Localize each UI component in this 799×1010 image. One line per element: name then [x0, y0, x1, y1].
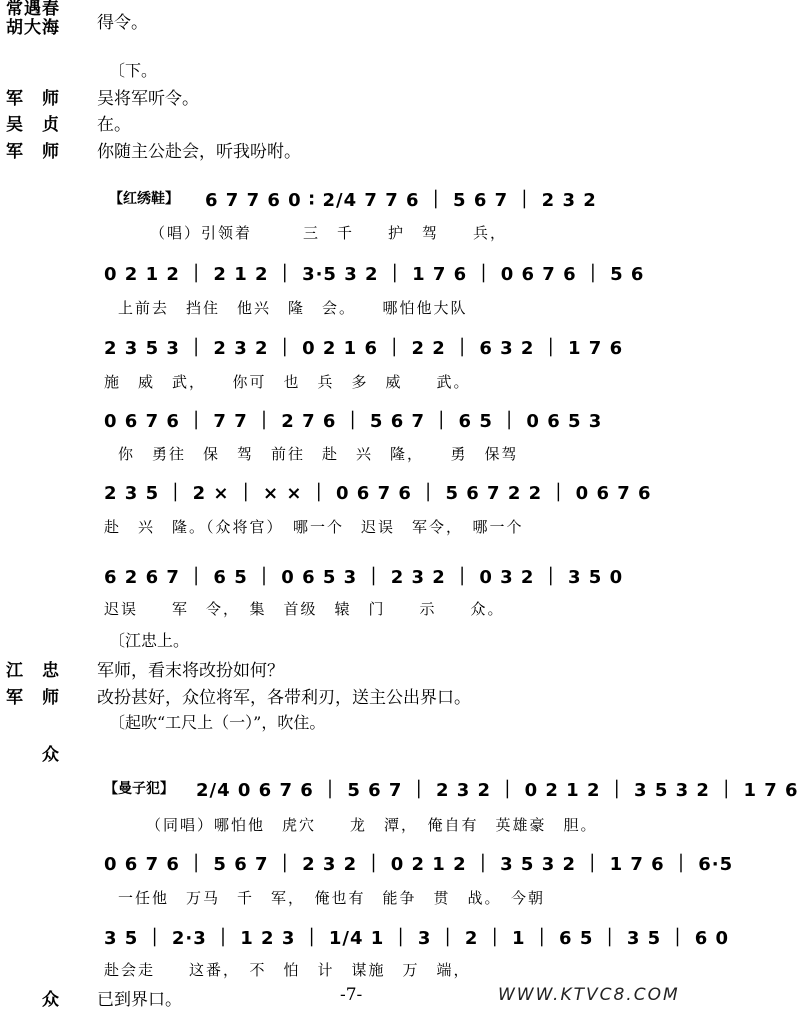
notation-row: 6 7 7 6 0 ∶ 2/4 7 7 6 ｜ 5 6 7 ｜ 2 3 2 [205, 190, 597, 211]
chorus-role: 众 [42, 745, 60, 765]
notation-row: 3 5 ｜ 2·3 ｜ 1 2 3 ｜ 1/4 1 ｜ 3 ｜ 2 ｜ 1 ｜ 6 5 ｜ 3 5 ｜ 6 0 [104, 928, 730, 949]
stage-direction-music: 〔起吹“工尺上（一）”，吹住。 [109, 713, 326, 732]
notation-row: 2 3 5 ｜ 2 × ｜ × × ｜ 0 6 7 6 ｜ 5 6 7 2 2 ｜ 0 6 7 6 [104, 483, 652, 504]
lyric-row: 赴会走 这番， 不 怕 计 谋施 万 端， [104, 961, 471, 979]
notation-row: 2 3 5 3 ｜ 2 3 2 ｜ 0 2 1 6 ｜ 2 2 ｜ 6 3 2 ｜ 1 7 6 [104, 338, 624, 359]
lyric-row: 赴 兴 隆。（众将官） 哪一个 迟误 军令， 哪一个 [104, 518, 524, 536]
dialogue-line: 改扮甚好，众位将军，各带利刃，送主公出界口。 [97, 688, 471, 708]
dialogue-line: 得令。 [97, 13, 148, 33]
notation-row: 6 2 6 7 ｜ 6 5 ｜ 0 6 5 3 ｜ 2 3 2 ｜ 0 3 2 ｜ 3 5 0 [104, 567, 624, 588]
lyric-row: 施 威 武， 你可 也 兵 多 威 武。 [104, 373, 471, 391]
notation-row: 0 2 1 2 ｜ 2 1 2 ｜ 3·5 3 2 ｜ 1 7 6 ｜ 0 6 7 6 ｜ 5 6 [104, 264, 645, 285]
speaker-role: 军 师 [6, 688, 60, 708]
speaker-role: 军 师 [6, 142, 60, 162]
dialogue-line: 军师，看末将改扮如何？ [97, 661, 284, 681]
speaker-role: 军 师 [6, 89, 60, 109]
speaker-role: 吴 贞 [6, 115, 60, 135]
lyric-row: 你 勇往 保 驾 前往 赴 兴 隆， 勇 保驾 [118, 445, 519, 463]
page-number: -7- [340, 985, 363, 1005]
speaker-chang-yuchun: 常遇春 [6, 0, 60, 19]
tune-title: 【红绣鞋】 [109, 191, 179, 207]
notation-row: 0 6 7 6 ｜ 5 6 7 ｜ 2 3 2 ｜ 0 2 1 2 ｜ 3 5 3 2 ｜ 1 7 6 ｜ 6·5 [104, 854, 734, 875]
speaker-role: 江 忠 [6, 661, 60, 681]
lyric-row: （同唱）哪怕他 虎穴 龙 潭， 俺自有 英雄豪 胆。 [146, 816, 598, 834]
tune-title: 【曼子犯】 [104, 781, 174, 797]
lyric-row: 一任他 万马 千 军， 俺也有 能争 贯 战。 今朝 [118, 889, 546, 907]
dialogue-line: 已到界口。 [97, 990, 182, 1010]
dialogue-line: 在。 [97, 115, 131, 135]
lyric-row: 上前去 挡住 他兴 隆 会。 哪怕他大队 [118, 299, 468, 317]
dialogue-line: 吴将军听令。 [97, 89, 199, 109]
dialogue-line: 你随主公赴会，听我吩咐。 [97, 142, 301, 162]
stage-direction-enter: 〔江忠上。 [109, 631, 190, 650]
speaker-hu-dahai: 胡大海 [6, 18, 60, 38]
lyric-row: （唱）引领着 三 千 护 驾 兵， [150, 224, 508, 242]
lyric-row: 迟误 军 令， 集 首级 辕 门 示 众。 [104, 600, 505, 618]
site-watermark: WWW.KTVC8.COM [498, 985, 680, 1005]
notation-row: 0 6 7 6 ｜ 7 7 ｜ 2 7 6 ｜ 5 6 7 ｜ 6 5 ｜ 0 6 5 3 [104, 411, 603, 432]
speaker-role: 众 [42, 990, 60, 1010]
stage-direction-exit: 〔下。 [109, 61, 158, 80]
notation-row: 2/4 0 6 7 6 ｜ 5 6 7 ｜ 2 3 2 ｜ 0 2 1 2 ｜ 3 5 3 2 ｜ 1 7 6 [196, 780, 799, 801]
